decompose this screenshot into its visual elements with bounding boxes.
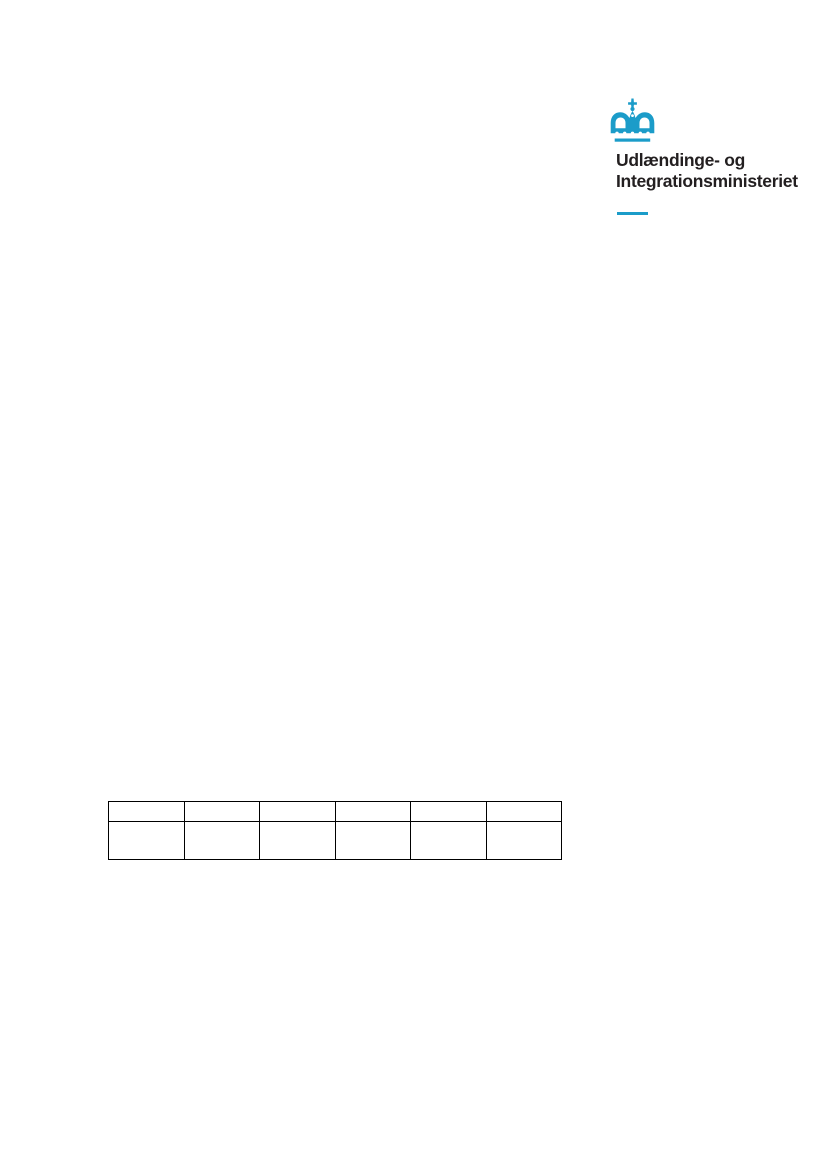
table-cell[interactable] (335, 802, 411, 822)
table-cell[interactable] (486, 802, 562, 822)
table-header-row (109, 802, 562, 822)
empty-form-table (108, 801, 562, 860)
table-cell[interactable] (109, 822, 185, 860)
table-cell[interactable] (260, 802, 336, 822)
crown-icon (610, 97, 655, 142)
table-cell[interactable] (411, 802, 487, 822)
ministry-logo (610, 97, 820, 227)
table-cell[interactable] (109, 802, 185, 822)
ministry-name-line1: Udlændinge- og (616, 150, 745, 170)
table-cell[interactable] (486, 822, 562, 860)
table-cell[interactable] (184, 822, 260, 860)
table-cell[interactable] (184, 802, 260, 822)
ministry-name (616, 150, 798, 192)
logo-underline-dash (617, 212, 648, 215)
table-cell[interactable] (335, 822, 411, 860)
table-row (109, 822, 562, 860)
doc-table-body (109, 802, 562, 860)
ministry-name-line2: Integrationsministeriet (616, 171, 798, 191)
table-cell[interactable] (260, 822, 336, 860)
table-cell[interactable] (411, 822, 487, 860)
